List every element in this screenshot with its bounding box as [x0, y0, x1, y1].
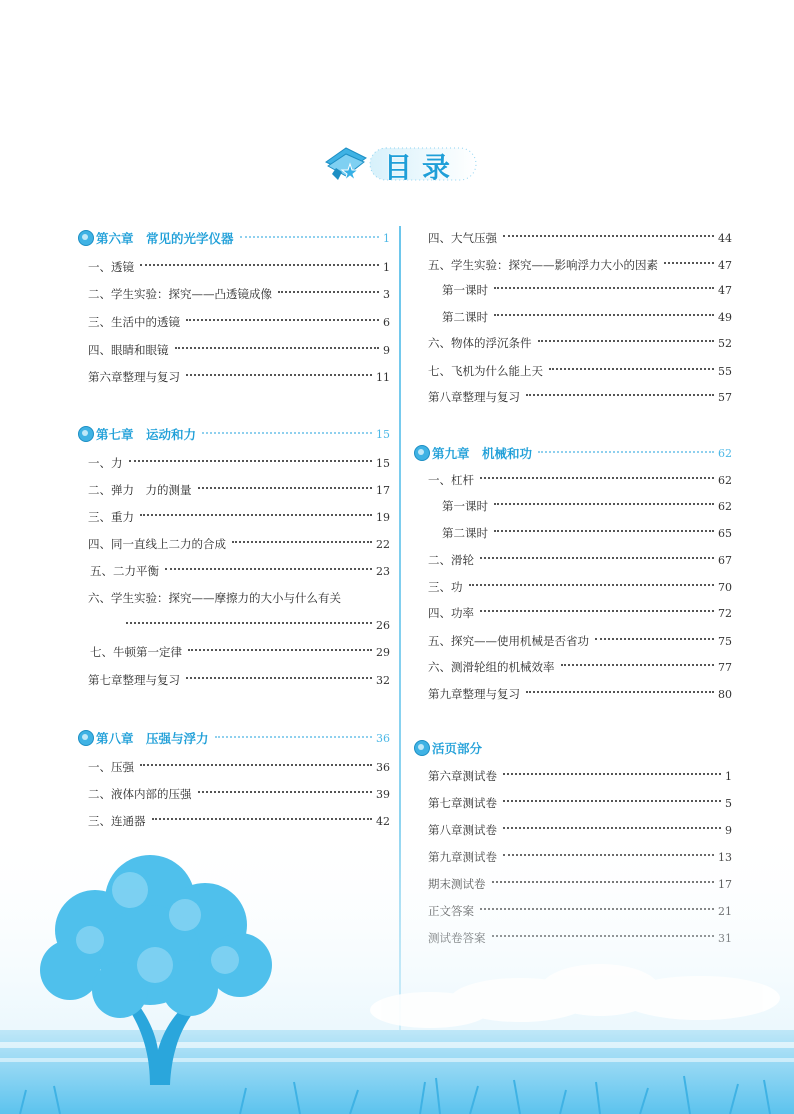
toc-entry-label: 第二课时 [442, 526, 488, 540]
toc-page-number: 9 [383, 343, 390, 357]
toc-entry[interactable] [428, 470, 732, 490]
toc-entry[interactable] [442, 496, 732, 516]
toc-chapter-heading[interactable] [414, 443, 732, 463]
toc-page-number: 47 [718, 258, 732, 272]
toc-entry-label: 五、探究——使用机械是否省功 [428, 634, 589, 648]
toc-page-number: 80 [718, 687, 732, 701]
toc-entry-label: 三、生活中的透镜 [88, 315, 180, 329]
toc-entry-label: 二、学生实验：探究——凸透镜成像 [88, 287, 272, 301]
toc-entry[interactable] [88, 670, 390, 690]
dot-leader [126, 622, 372, 624]
dot-leader [198, 487, 373, 489]
chapter-badge-icon [78, 426, 94, 442]
toc-entry[interactable] [88, 534, 390, 554]
toc-entry-label: 一、压强 [88, 760, 134, 774]
toc-entry-label: 四、功率 [428, 606, 474, 620]
toc-entry-label: 三、功 [428, 580, 463, 594]
dot-leader [175, 347, 380, 349]
dot-leader [129, 460, 373, 462]
dot-leader [526, 394, 714, 396]
toc-entry-label: 一、力 [88, 456, 123, 470]
toc-page-number: 62 [718, 473, 732, 487]
toc-entry-label: 第六章整理与复习 [88, 370, 180, 384]
dot-leader [494, 530, 714, 532]
toc-page-number: 6 [383, 315, 390, 329]
toc-entry[interactable] [88, 367, 390, 387]
dot-leader [561, 664, 715, 666]
toc-page-number: 29 [376, 645, 390, 659]
toc-entry-label: 六、物体的浮沉条件 [428, 336, 532, 350]
toc-page-number: 67 [718, 553, 732, 567]
toc-entry[interactable] [428, 577, 732, 597]
toc-entry-label: 第一课时 [442, 283, 488, 297]
dot-leader [538, 340, 715, 342]
toc-entry-label: 第二课时 [442, 310, 488, 324]
toc-page-number: 72 [718, 606, 732, 620]
toc-entry[interactable] [428, 793, 732, 813]
toc-entry-label: 第七章测试卷 [428, 796, 497, 810]
dot-leader [595, 638, 714, 640]
toc-entry-label: 第七章整理与复习 [88, 673, 180, 687]
toc-chapter-heading[interactable] [414, 738, 732, 758]
toc-entry[interactable] [428, 255, 732, 275]
toc-entry[interactable] [428, 333, 732, 353]
toc-entry[interactable] [428, 228, 732, 248]
toc-page-number: 77 [718, 660, 732, 674]
toc-page-number: 55 [718, 364, 732, 378]
toc-entry-label: 四、同一直线上二力的合成 [88, 537, 226, 551]
toc-entry[interactable] [442, 523, 732, 543]
dot-leader [186, 319, 379, 321]
toc-page-number: 15 [376, 456, 390, 470]
toc-page-number: 49 [718, 310, 732, 324]
toc-entry-label: 第九章 机械和功 [432, 446, 533, 461]
toc-entry-label: 六、测滑轮组的机械效率 [428, 660, 555, 674]
chapter-badge-icon [78, 730, 94, 746]
dot-leader [186, 374, 372, 376]
chapter-badge-icon [414, 445, 430, 461]
dot-leader [480, 610, 714, 612]
toc-entry[interactable] [90, 642, 390, 662]
dot-leader [240, 236, 379, 238]
chapter-badge-icon [414, 740, 430, 756]
dot-leader [538, 451, 714, 453]
dot-leader [165, 568, 372, 570]
toc-entry-label: 第七章 运动和力 [96, 427, 197, 442]
toc-page-number: 39 [376, 787, 390, 801]
toc-entry[interactable] [88, 757, 390, 777]
toc-entry-label: 四、大气压强 [428, 231, 497, 245]
toc-page-number: 62 [718, 446, 732, 460]
dot-leader [232, 541, 372, 543]
toc-chapter-heading[interactable] [78, 228, 390, 248]
toc-entry-label: 第八章 压强与浮力 [96, 731, 209, 746]
dot-leader [469, 584, 715, 586]
toc-page-number: 15 [376, 427, 390, 441]
toc-entry[interactable] [428, 657, 732, 677]
toc-chapter-heading[interactable] [78, 424, 390, 444]
toc-entry[interactable] [428, 631, 732, 651]
toc-entry-label: 二、液体内部的压强 [88, 787, 192, 801]
toc-page-number: 1 [383, 260, 390, 274]
dot-leader [494, 314, 714, 316]
toc-entry[interactable] [88, 588, 390, 608]
toc-page-number: 23 [376, 564, 390, 578]
toc-entry[interactable] [428, 684, 732, 704]
toc-entry[interactable] [88, 507, 390, 527]
toc-page-number: 44 [718, 231, 732, 245]
toc-entry-label: 二、弹力 力的测量 [88, 483, 192, 497]
toc-entry-label: 五、学生实验：探究——影响浮力大小的因素 [428, 258, 658, 272]
toc-entry[interactable] [88, 480, 390, 500]
toc-page-number: 65 [718, 526, 732, 540]
toc-page-number: 70 [718, 580, 732, 594]
dot-leader [202, 432, 372, 434]
toc-entry[interactable] [428, 361, 732, 381]
toc-page-number: 62 [718, 499, 732, 513]
toc-entry-label: 第六章测试卷 [428, 769, 497, 783]
toc-entry[interactable] [442, 280, 732, 300]
toc-page-number: 26 [376, 618, 390, 632]
dot-leader [549, 368, 714, 370]
toc-entry[interactable] [88, 257, 390, 277]
dot-leader [198, 791, 373, 793]
toc-page-number: 57 [718, 390, 732, 404]
toc-page-number: 1 [725, 769, 732, 783]
toc-page-number: 52 [718, 336, 732, 350]
toc-entry-label: 三、重力 [88, 510, 134, 524]
toc-entry-label: 一、杠杆 [428, 473, 474, 487]
toc-entry-label: 四、眼睛和眼镜 [88, 343, 169, 357]
toc-entry[interactable] [88, 340, 390, 360]
toc-entry[interactable] [442, 307, 732, 327]
toc-entry-label: 六、学生实验：探究——摩擦力的大小与什么有关 [88, 591, 341, 605]
dot-leader [664, 262, 714, 264]
book-icon [326, 148, 366, 180]
toc-page-number: 32 [376, 673, 390, 687]
toc-page-number: 36 [376, 760, 390, 774]
dot-leader [503, 235, 714, 237]
dot-leader [186, 677, 372, 679]
toc-entry[interactable] [88, 784, 390, 804]
toc-entry-label: 第六章 常见的光学仪器 [96, 231, 234, 246]
dot-leader [503, 773, 721, 775]
dot-leader [215, 736, 372, 738]
toc-entry-label: 二、滑轮 [428, 553, 474, 567]
dot-leader [526, 691, 714, 693]
toc-page-number: 75 [718, 634, 732, 648]
toc-page-number: 3 [383, 287, 390, 301]
toc-entry-label: 一、透镜 [88, 260, 134, 274]
dot-leader [494, 503, 714, 505]
toc-entry-label: 第九章整理与复习 [428, 687, 520, 701]
dot-leader [480, 557, 714, 559]
toc-page-number: 19 [376, 510, 390, 524]
dot-leader [278, 291, 379, 293]
toc-page-number: 47 [718, 283, 732, 297]
dot-leader [140, 764, 372, 766]
toc-chapter-heading[interactable] [78, 728, 390, 748]
chapter-badge-icon [78, 230, 94, 246]
toc-entry[interactable] [428, 766, 732, 786]
dot-leader [503, 800, 721, 802]
toc-entry[interactable] [88, 284, 390, 304]
toc-entry-label: 七、牛顿第一定律 [90, 645, 182, 659]
toc-page-number: 36 [376, 731, 390, 745]
tree-landscape-illustration [0, 820, 794, 1114]
toc-entry-label: 五、二力平衡 [90, 564, 159, 578]
dot-leader [494, 287, 714, 289]
toc-entry[interactable] [120, 615, 390, 635]
toc-entry-label: 七、飞机为什么能上天 [428, 364, 543, 378]
toc-page-number: 17 [376, 483, 390, 497]
toc-entry[interactable] [88, 453, 390, 473]
toc-page-number: 22 [376, 537, 390, 551]
dot-leader [188, 649, 372, 651]
toc-entry[interactable] [88, 312, 390, 332]
toc-page-number: 1 [383, 231, 390, 245]
dot-leader [140, 264, 379, 266]
toc-entry[interactable] [428, 603, 732, 623]
toc-entry[interactable] [428, 550, 732, 570]
page-title: 目录 [384, 151, 461, 184]
toc-entry[interactable] [90, 561, 390, 581]
dot-leader [140, 514, 372, 516]
toc-page-number: 5 [725, 796, 732, 810]
toc-entry-label: 活页部分 [432, 741, 483, 756]
toc-entry-label: 第一课时 [442, 499, 488, 513]
dot-leader [480, 477, 714, 479]
toc-page-number: 11 [376, 370, 390, 384]
toc-entry-label: 第八章整理与复习 [428, 390, 520, 404]
toc-entry[interactable] [428, 387, 732, 407]
